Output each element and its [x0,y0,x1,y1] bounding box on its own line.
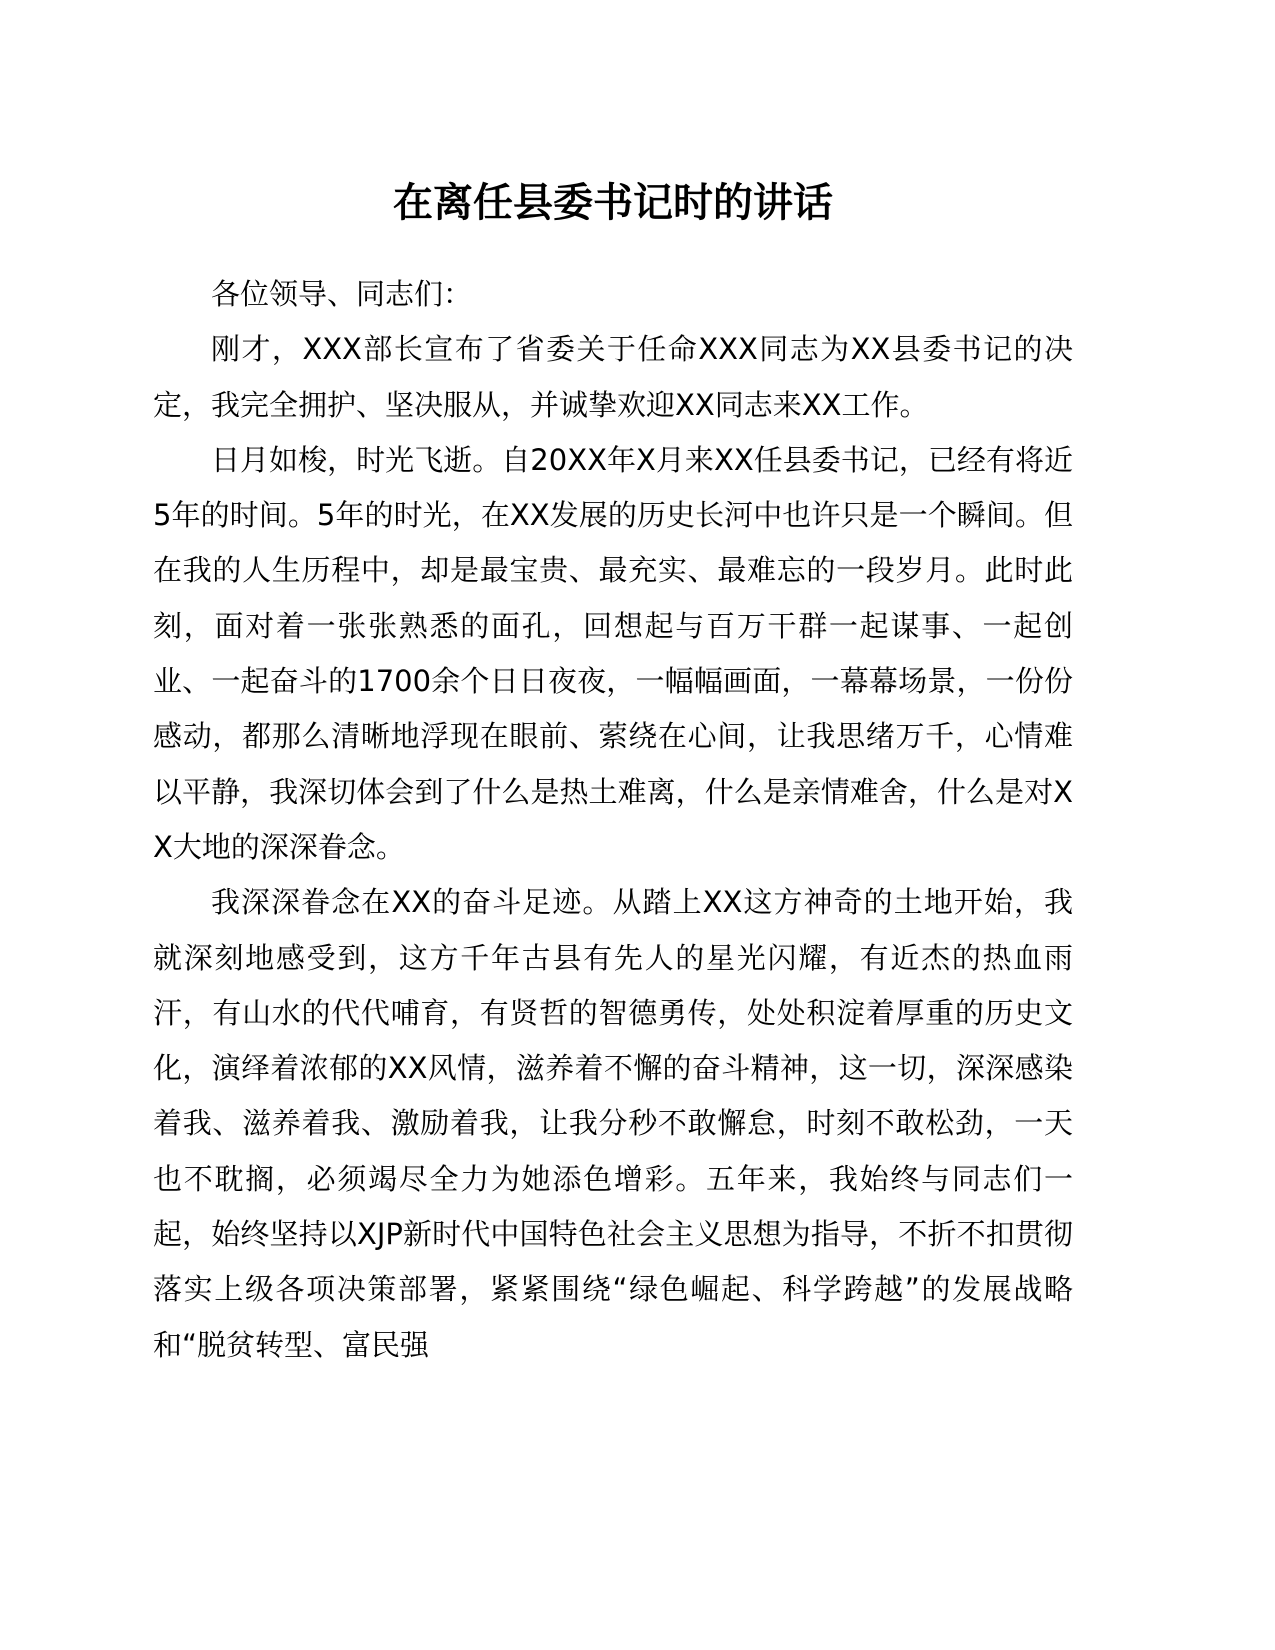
document-title: 在离任县委书记时的讲话 [393,180,833,226]
body-paragraph-2: 日月如梭，时光飞逝。自20XX年X月来XX任县委书记，已经有将近5年的时间。5年的时光，在XX发展的历史长河中也许只是一个瞬间。但在我的人生历程中，却是最宝贵、最充实、最难忘的一段岁月。此时此刻，面对着一张张熟悉的面孔，回想起与百万干群一起谋事、一起创业、一起奋斗的1700余个日日夜夜，一幅幅画面，一幕幕场景，一份份感动，都那么清晰地浮现在眼前、萦绕在心间，让我思绪万千，心情难以平静，我深切体会到了什么是热土难离，什么是亲情难舍，什么是对XX大地的深深眷念。 [153,442,1073,864]
salutation-paragraph: 各位领导、同志们： [211,277,473,311]
document-page [153,175,1073,1373]
body-paragraph-1: 刚才，XXX部长宣布了省委关于任命XXX同志为XX县委书记的决定，我完全拥护、坚决服从，并诚挚欢迎XX同志来XX工作。 [153,332,1073,422]
body-paragraph-3: 我深深眷念在XX的奋斗足迹。从踏上XX这方神奇的土地开始，我就深刻地感受到，这方千年古县有先人的星光闪耀，有近杰的热血雨汗，有山水的代代哺育，有贤哲的智德勇传，处处积淀着厚重的历史文化，演绎着浓郁的XX风情，滋养着不懈的奋斗精神，这一切，深深感染着我、滋养着我、激励着我，让我分秒不敢懈怠，时刻不敢松劲，一天也不耽搁，必须竭尽全力为她添色增彩。五年来，我始终与同志们一起，始终坚持以XJP新时代中国特色社会主义思想为指导，不折不扣贯彻落实上级各项决策部署，紧紧围绕“绿色崛起、科学跨越”的发展战略和“脱贫转型、富民强 [153,885,1073,1362]
